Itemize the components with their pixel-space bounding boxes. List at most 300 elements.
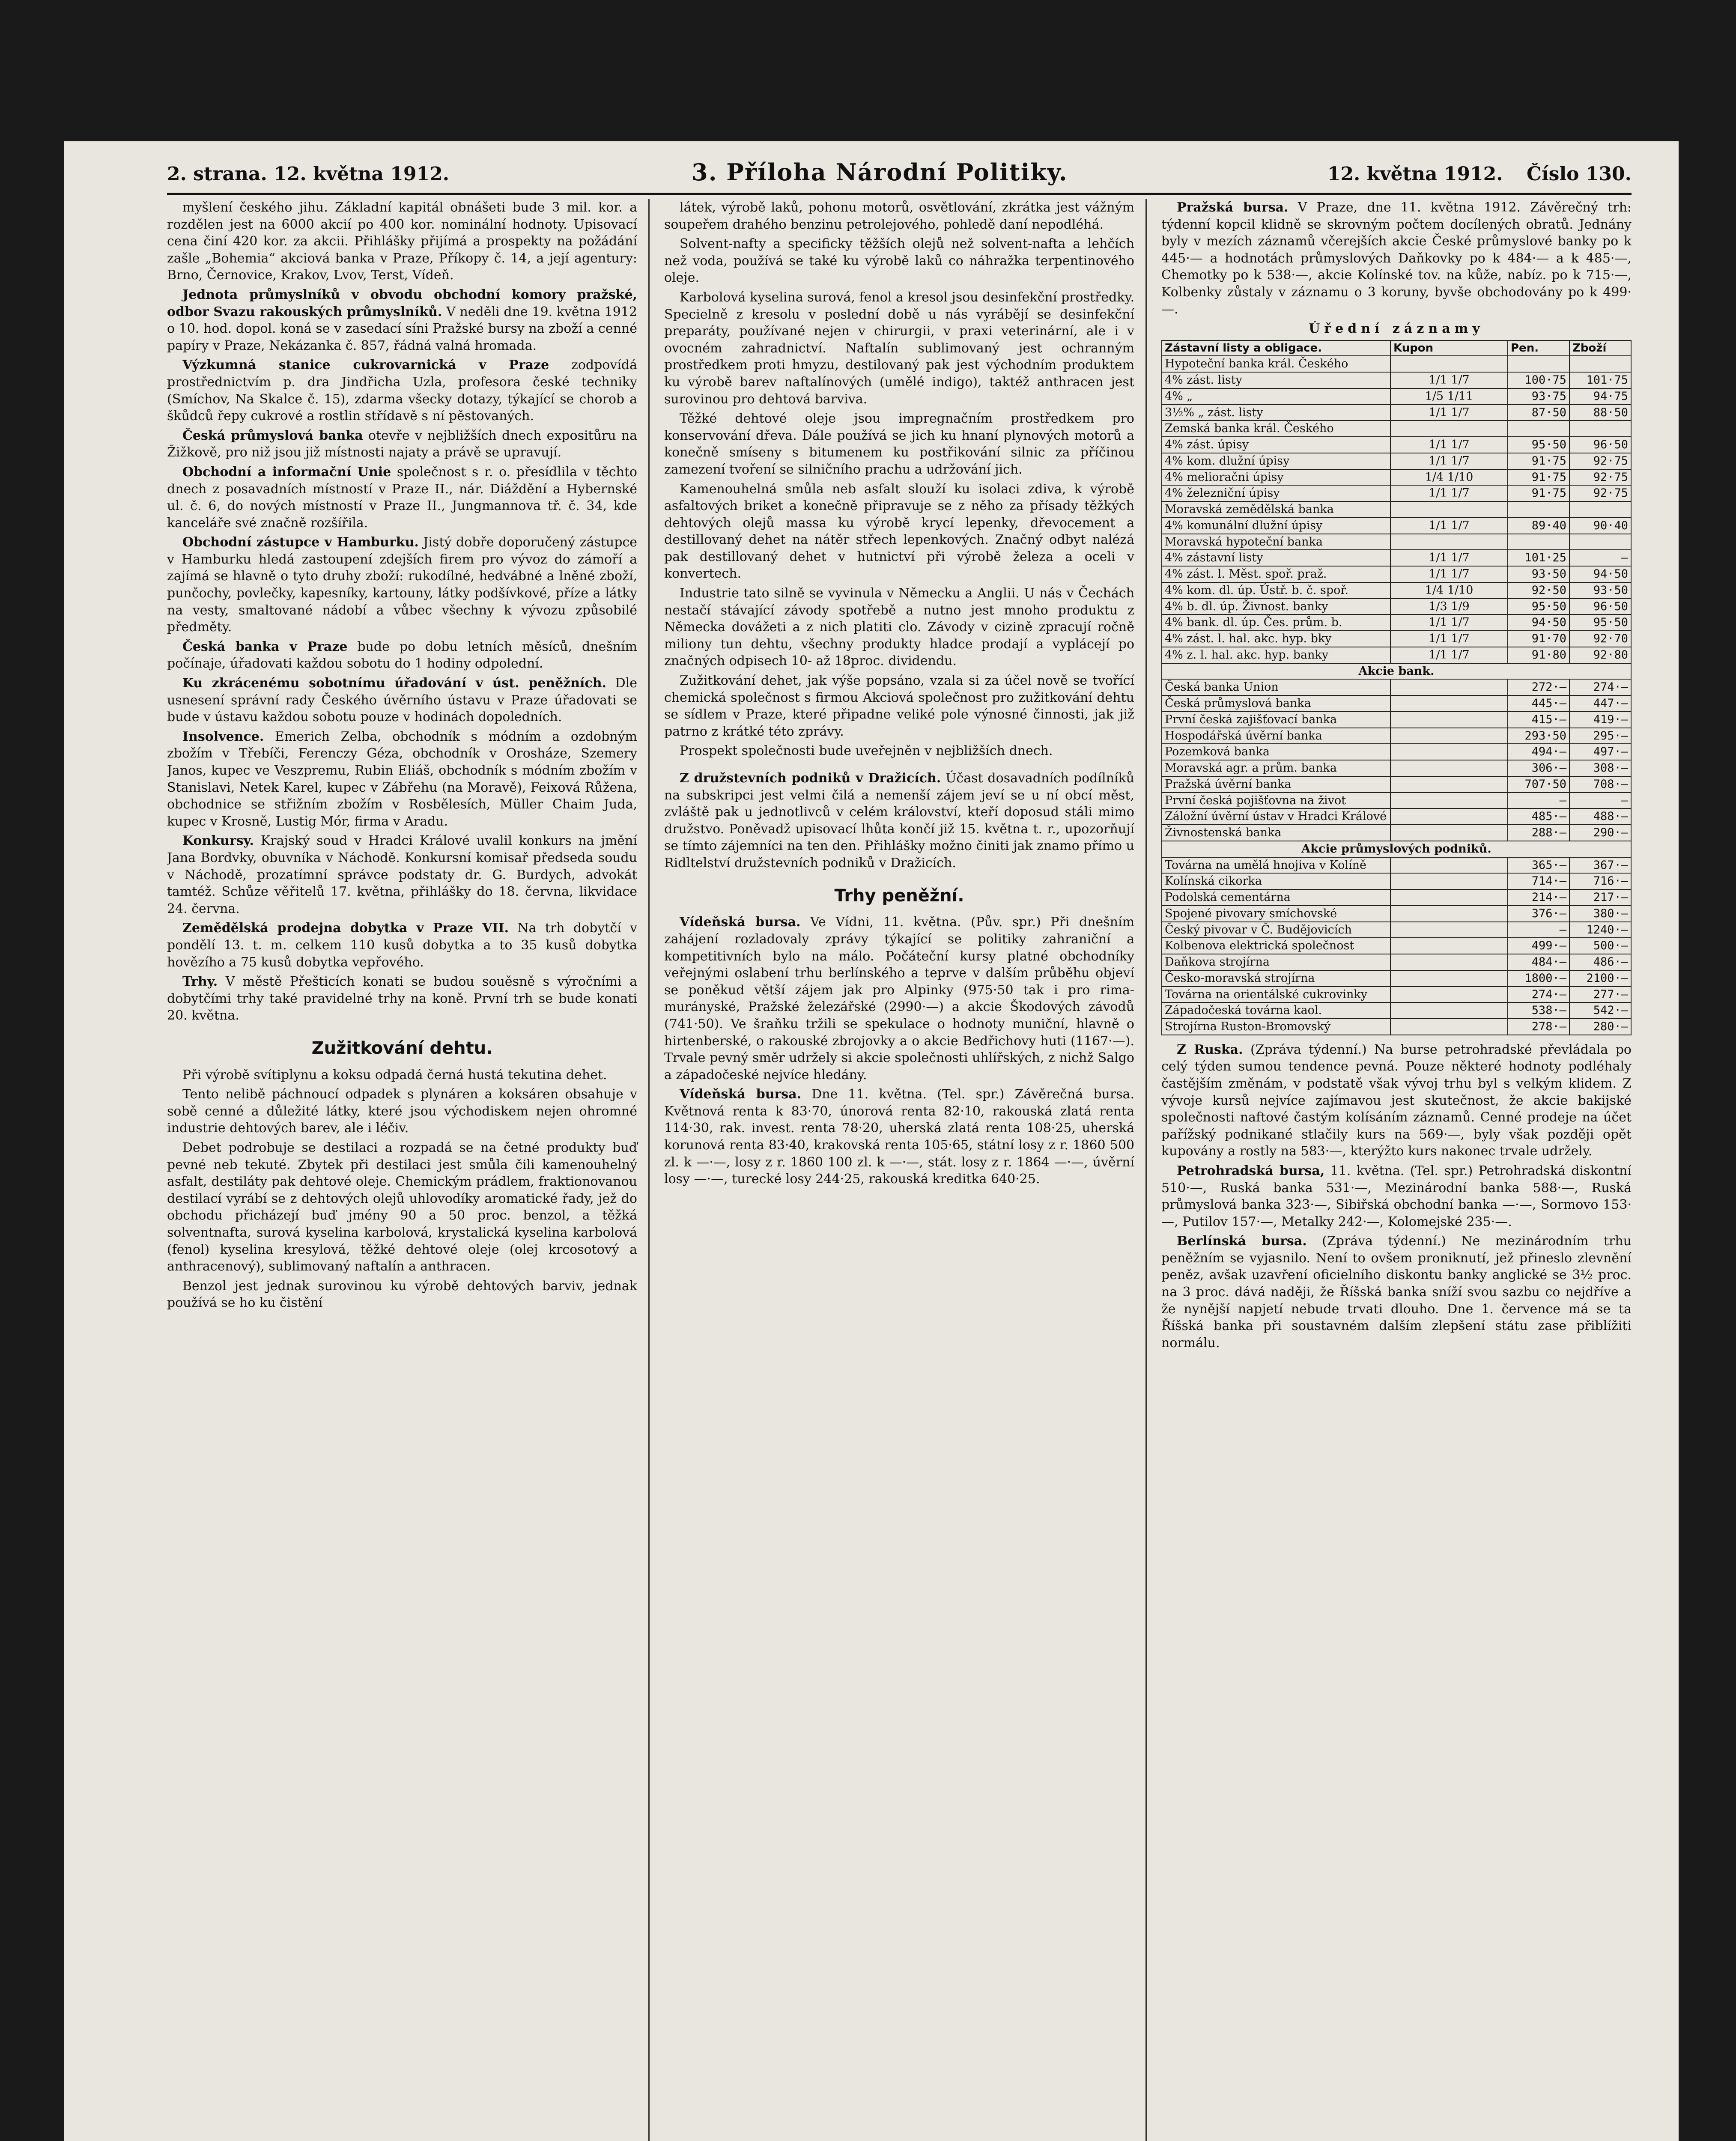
table-cell-name: Zemská banka král. Českého (1162, 420, 1390, 437)
table-cell-coupon (1390, 873, 1508, 889)
table-cell-pen: 278·— (1508, 1019, 1569, 1035)
table-cell-coupon: 1/1 1/7 (1390, 647, 1508, 663)
table-cell-coupon (1390, 728, 1508, 744)
news-item-heading: Jednota průmyslníků v obvodu obchodní komory pražské, odbor Svazu rakouských průmyslníků. (167, 287, 637, 319)
table-cell-zbozi: 447·— (1569, 695, 1631, 712)
table-cell-pen (1508, 501, 1569, 518)
table-cell-zbozi (1569, 420, 1631, 437)
table-cell-zbozi: 92·70 (1569, 631, 1631, 647)
table-cell-coupon (1390, 744, 1508, 760)
table-cell-pen: 288·— (1508, 825, 1569, 841)
news-item (664, 410, 1134, 478)
table-cell-pen: 93·75 (1508, 388, 1569, 405)
table-cell-coupon: 1/1 1/7 (1390, 372, 1508, 388)
table-cell-coupon (1390, 857, 1508, 874)
table-cell-zbozi: 1240·— (1569, 922, 1631, 938)
table-cell-zbozi: 96·50 (1569, 437, 1631, 453)
tar-article (167, 1067, 637, 1312)
news-item-text: Krajský soud v Hradci Králové uvalil konkurs na jmění Jana Bordvky, obuvníka v Náchodě. Konkursní komisař předseda soudu v Náchodě, prozatímní správce podstaty dr. G. Burdych, advokát tamtéž. Schůze věřitelů 17. května, přihlášky do 18. června, likvidace 24. června. (167, 833, 637, 916)
news-item-heading: Vídeňská bursa. (680, 915, 801, 930)
news-item (1161, 1041, 1632, 1160)
table-cell-coupon: 1/4 1/10 (1390, 582, 1508, 599)
column-1 (167, 199, 650, 2141)
table-cell-pen: 415·— (1508, 712, 1569, 728)
table-row (1162, 776, 1631, 793)
page-header (167, 158, 1632, 195)
news-item (167, 832, 637, 917)
table-row (1162, 582, 1631, 599)
table-cell-coupon (1390, 356, 1508, 372)
table-cell-coupon (1390, 793, 1508, 809)
news-item-text: Emerich Zelba, obchodník s módním a ozdobným zbožím v Třebíči, Ferenczy Géza, obchodník v Orosháze, Szemery Janos, kupec ve Veszpremu, Rubin Eliáš, obchodník s módním zbožím v Stanislavi, Netek Karel, kupec v Zábřehu (na Moravě), Feixová Růžena, obchodnice se střižním zbožím v Rosbělesích, Müller Chaim Juda, kupec v Krosně, Lustig Mór, firma v Aradu. (167, 729, 637, 829)
table-cell-zbozi: 308·— (1569, 760, 1631, 776)
table-cell-pen: 95·50 (1508, 599, 1569, 615)
table-cell-name: 4% kom. dl. úp. Ústř. b. č. spoř. (1162, 582, 1390, 599)
table-cell-name: Český pivovar v Č. Budějovicích (1162, 922, 1390, 938)
table-row (1162, 906, 1631, 922)
table-row (1162, 469, 1631, 486)
columns (167, 199, 1632, 2141)
table-cell-zbozi: 486·— (1569, 954, 1631, 970)
news-item-heading: Česká banka v Praze (182, 639, 348, 654)
news-item-heading: Obchodní a informační Unie (182, 464, 391, 480)
table-cell-zbozi: 90·40 (1569, 518, 1631, 534)
table-header-row (1162, 340, 1631, 356)
news-item (167, 464, 637, 531)
table-cell-pen: 306·— (1508, 760, 1569, 776)
table-cell-name: 4% zástavní listy (1162, 550, 1390, 566)
table-cell-coupon (1390, 889, 1508, 906)
table-section-heading: Akcie bank. (1162, 663, 1631, 680)
table-row (1162, 825, 1631, 841)
news-item (664, 1086, 1134, 1188)
column-2-paragraphs (664, 199, 1134, 760)
masthead: 3. Příloha Národní Politiky. (692, 158, 1068, 186)
table-cell-zbozi: 95·50 (1569, 614, 1631, 631)
prague-bourse-text: V Praze, dne 11. května 1912. Závěrečný trh: týdenní kopcil klidně se skrovným počtem docílených obratů. Jednány byly v mezích záznamů včerejších akcie České průmyslové banky po k 445·— a hodnotách průmyslových Daňkovky po k 484·— a k 485·—, Chemotky po k 538·—, akcie Kolínské tov. na kůže, nabíz. po k 715·—, Kolbenky zůstaly v záznamu o 3 koruny, byvše obchodovány po k 499·—. (1161, 200, 1632, 317)
news-item-text: Ve Vídni, 11. května. (Pův. spr.) Při dnešním zahájení rozladovaly zprávy týkající se politiky zahraniční a kompetitivních bylo na málo. Počáteční kursy platné obchodníky veřejnými oslabení trhu berlínského a teprve v dalším průběhu objeví se poněkud větší zájem jak pro Alpinky (975·50 tak i pro rima-murányské, Pražské železářské (2990·—) a akcie Škodových závodů (741·50). Ve šraňku tržili se spekulace o hodnoty muniční, hlavně o hirtenberské, o rakouské zbrojovky a o akcie Bedřichovy huti (1167·—). Trvale pevný směr udržely si akcie společnosti uhlířských, z nichž Salgo a západočeské nejvíce hledány. (664, 915, 1134, 1082)
table-cell-zbozi: 708·— (1569, 776, 1631, 793)
news-item (167, 427, 637, 461)
newspaper-page (64, 141, 1679, 2141)
news-item-text: Solvent-nafty a specificky těžších olejů než solvent-nafta a lehčích než voda, používá se také ku výrobě laků co náhražka terpentinového oleje. (664, 236, 1134, 286)
table-cell-coupon (1390, 776, 1508, 793)
column-1-items (167, 199, 637, 1024)
table-cell-zbozi: 92·75 (1569, 485, 1631, 501)
table-row (1162, 793, 1631, 809)
table-cell-pen: 274·— (1508, 987, 1569, 1003)
table-cell-name: První česká zajišťovací banka (1162, 712, 1390, 728)
news-item (664, 672, 1134, 740)
table-cell-pen: 91·70 (1508, 631, 1569, 647)
table-cell-name: 4% bank. dl. úp. Čes. prům. b. (1162, 614, 1390, 631)
table-cell-zbozi: 274·— (1569, 679, 1631, 695)
table-cell-name: 4% z. l. hal. akc. hyp. banky (1162, 647, 1390, 663)
table-cell-pen: 272·— (1508, 679, 1569, 695)
table-cell-name: Kolínská cikorka (1162, 873, 1390, 889)
news-item-heading: Česká průmyslová banka (182, 428, 363, 443)
news-item (664, 236, 1134, 286)
table-cell-name: Česko-moravská strojírna (1162, 970, 1390, 987)
table-cell-name: 4% b. dl. úp. Živnost. banky (1162, 599, 1390, 615)
table-cell-name: Česká banka Union (1162, 679, 1390, 695)
table-row (1162, 437, 1631, 453)
table-row (1162, 841, 1631, 857)
table-cell-name: Továrna na umělá hnojiva v Kolíně (1162, 857, 1390, 874)
table-cell-coupon (1390, 420, 1508, 437)
table-cell-name: Česká průmyslová banka (1162, 695, 1390, 712)
table-row (1162, 728, 1631, 744)
table-row (1162, 663, 1631, 680)
table-row (1162, 534, 1631, 550)
table-row (1162, 695, 1631, 712)
column-3 (1161, 199, 1632, 2141)
table-cell-name: Živnostenská banka (1162, 825, 1390, 841)
table-cell-pen: 91·75 (1508, 453, 1569, 469)
news-item (167, 728, 637, 830)
table-cell-pen (1508, 420, 1569, 437)
news-item (167, 973, 637, 1024)
news-item-text: Tento nelibě páchnoucí odpadek s plynáren a koksáren obsahuje v sobě cenné a důležité látky, které jsou východiskem nejen ohromné industrie dehtových barev, ale i léčiv. (167, 1087, 637, 1136)
table-cell-zbozi (1569, 356, 1631, 372)
table-cell-coupon: 1/1 1/7 (1390, 550, 1508, 566)
table-row (1162, 599, 1631, 615)
table-cell-coupon: 1/3 1/9 (1390, 599, 1508, 615)
table-cell-zbozi: 93·50 (1569, 582, 1631, 599)
table-cell-name: Hospodářská úvěrní banka (1162, 728, 1390, 744)
table-cell-coupon: 1/1 1/7 (1390, 631, 1508, 647)
news-item-text: Prospekt společnosti bude uveřejněn v nejbližších dnech. (680, 743, 1053, 759)
table-cell-zbozi: 92·80 (1569, 647, 1631, 663)
table-header-cell: Zboží (1569, 340, 1631, 356)
table-row (1162, 388, 1631, 405)
page-number-date: 2. strana. 12. května 1912. (167, 163, 450, 185)
news-item (167, 534, 637, 636)
news-item-text: Jistý dobře doporučený zástupce v Hamburku hledá zastoupení zdejších firem pro vývoz do zámoří a zajímá se hlavně o tyto druhy zboží: rukodílné, hedvábné a lněné zboží, punčochy, povlečky, kapesníky, kartouny, látky podšívkové, příze a látky na vesty, smaltované nádobí a vůbec všechny k vývozu způsobilé předměty. (167, 535, 638, 635)
table-cell-coupon (1390, 825, 1508, 841)
table-cell-coupon (1390, 954, 1508, 970)
table-row (1162, 485, 1631, 501)
news-item-text: otevře v nejbližších dnech expositůru na Žižkově, pro niž jsou již místnosti najaty a právě se upravují. (167, 428, 638, 460)
table-cell-name: Spojené pivovary smíchovské (1162, 906, 1390, 922)
table-cell-zbozi: 716·— (1569, 873, 1631, 889)
news-item (664, 481, 1134, 583)
news-item (167, 1067, 637, 1084)
table-cell-name: 4% železniční úpisy (1162, 485, 1390, 501)
prague-bourse-heading: Pražská bursa. (1177, 200, 1289, 215)
table-cell-coupon (1390, 1002, 1508, 1019)
table-row (1162, 808, 1631, 825)
section-title-tar: Zužitkování dehtu. (311, 1038, 493, 1058)
table-cell-name: Moravská hypoteční banka (1162, 534, 1390, 550)
table-cell-coupon: 1/1 1/7 (1390, 566, 1508, 582)
table-cell-pen: 1800·— (1508, 970, 1569, 987)
news-item-heading: Obchodní zástupce v Hamburku. (182, 535, 419, 550)
header-date: 12. května 1912. (1327, 163, 1503, 185)
table-cell-coupon (1390, 938, 1508, 954)
table-cell-name: Moravská agr. a prům. banka (1162, 760, 1390, 776)
table-cell-coupon: 1/1 1/7 (1390, 437, 1508, 453)
news-item (167, 1278, 637, 1312)
news-item-text: Účast dosavadních podílníků na subskripci jest velmi čilá a nemenší zájem jeví se u ní obcí měst, zvláště pak u jednotlivců v celém království, kteří doposud stáli mimo družstvo. Poněvadž upisovací lhůta končí již 15. května t. r., upozorňují se tímto zájemníci na ten den. Přihlášky možno činiti jak znamo přímo u Ridltelství družstevních podniků v Dražicích. (664, 771, 1134, 871)
news-item-text: V neděli dne 19. května 1912 o 10. hod. dopol. koná se v zasedací síni Pražské bursy na zboží a cenné papíry v Praze, Nekázanka č. 857, řádná valná hromada. (167, 304, 637, 353)
table-cell-coupon (1390, 534, 1508, 550)
table-cell-coupon (1390, 679, 1508, 695)
table-cell-coupon (1390, 695, 1508, 712)
table-cell-zbozi: 94·75 (1569, 388, 1631, 405)
table-cell-name: Pražská úvěrní banka (1162, 776, 1390, 793)
table-row (1162, 647, 1631, 663)
table-cell-zbozi: 96·50 (1569, 599, 1631, 615)
table-cell-pen: 92·50 (1508, 582, 1569, 599)
table-cell-zbozi: 88·50 (1569, 405, 1631, 421)
table-row (1162, 712, 1631, 728)
table-row (1162, 566, 1631, 582)
news-item-text: Debet podrobuje se destilaci a rozpadá se na četné produkty buď pevné neb tekuté. Zbytek při destilaci jest smůla čili kamenouhelný asfalt, destiláty pak dehtové oleje. Chemickým prádlem, fraktionovanou destilací vyrábí se z dehtových olejů uhlovodíky aromatické řady, jež do obchodu přicházejí buď jmény 90 a 50 proc. benzol, a těžká solventnafta, surová kyselina karbolová, krystalická kyselina karbolová (fenol) kyselina kresylová, těžké dehtové oleje (olej krcosotový a anthracenový), sublimovaný naftalín a anthracen. (167, 1140, 637, 1274)
table-row (1162, 518, 1631, 534)
table-cell-pen: 91·75 (1508, 485, 1569, 501)
table-cell-coupon: 1/1 1/7 (1390, 614, 1508, 631)
news-item (167, 920, 637, 971)
table-row (1162, 631, 1631, 647)
table-row (1162, 356, 1631, 372)
table-cell-name: 4% kom. dlužní úpisy (1162, 453, 1390, 469)
table-cell-name: 4% komunální dlužní úpisy (1162, 518, 1390, 534)
table-cell-pen: — (1508, 922, 1569, 938)
table-cell-coupon: 1/4 1/10 (1390, 469, 1508, 486)
table-cell-pen (1508, 534, 1569, 550)
news-item-text: (Zpráva týdenní.) Ne mezinárodním trhu peněžním se vyjasnilo. Není to ovšem proniknutí, jež přineslo zlevnění peněz, avšak uzavření oficielního diskontu banky anglické se 3½ proc. na 3 proc. dává naději, že Říšská banka sníží svou sazbu co nejdříve a že nynější napjetí nebude trvati dlouho. Dne 1. července má se ta Říšská banka při soustavném dalším zlepšení státu zase přiblížiti normálu. (1161, 1234, 1632, 1351)
table-row (1162, 922, 1631, 938)
news-item-heading: Berlínská bursa. (1177, 1234, 1307, 1249)
quotes-table (1161, 340, 1632, 1035)
news-item-text: Dle usnesení správní rady Českého úvěrního ústavu v Praze úřadovati se bude v ústavu každou sobotu pouze v hodinách dopoledních. (167, 676, 637, 725)
news-item (1161, 1233, 1632, 1351)
table-cell-coupon: 1/1 1/7 (1390, 453, 1508, 469)
table-cell-name: První česká pojišťovna na život (1162, 793, 1390, 809)
table-cell-pen: 538·— (1508, 1002, 1569, 1019)
news-item-text: 11. května. (Tel. spr.) Petrohradská diskontní 510·—, Ruská banka 531·—, Mezinárodní banka 588·—, Ruská průmyslová banka 323·—, Sibiřská obchodní banka —·—, Sormovo 153·—, Putilov 157·—, Metalky 242·—, Kolomejské 235·—. (1161, 1163, 1632, 1229)
news-item-text: bude po dobu letních měsíců, dnešním počínaje, úřadovati každou sobotu do 1 hodiny odpolední. (167, 639, 637, 671)
table-cell-pen: 94·50 (1508, 614, 1569, 631)
table-cell-name: Záložní úvěrní ústav v Hradci Králové (1162, 808, 1390, 825)
issue-number: Číslo 130. (1526, 163, 1632, 185)
table-cell-name: 4% zást. úpisy (1162, 437, 1390, 453)
table-row (1162, 453, 1631, 469)
table-header-cell: Zástavní listy a obligace. (1162, 340, 1390, 356)
table-header-cell: Kupon (1390, 340, 1508, 356)
news-item (167, 1139, 637, 1275)
news-item (664, 289, 1134, 408)
table-row (1162, 938, 1631, 954)
table-cell-name: 4% zást. l. hal. akc. hyp. bky (1162, 631, 1390, 647)
table-row (1162, 420, 1631, 437)
table-cell-pen: 91·75 (1508, 469, 1569, 486)
table-cell-pen: 89·40 (1508, 518, 1569, 534)
news-item-text: Těžké dehtové oleje jsou impregnačním prostředkem pro konservování dřeva. Dále používá se jich ku hnaní plynových motorů a konečně smíseny s bitumenem ku postřikování silnic za příčinou zamezení tvoření se silničního prachu a udržování jich. (664, 411, 1134, 477)
table-cell-pen: 484·— (1508, 954, 1569, 970)
table-cell-pen: 494·— (1508, 744, 1569, 760)
table-section-heading: Akcie průmyslových podniků. (1162, 841, 1631, 857)
table-cell-coupon (1390, 970, 1508, 987)
table-row (1162, 987, 1631, 1003)
news-item-heading: Trhy. (182, 974, 218, 990)
news-item-text: Benzol jest jednak surovinou ku výrobě dehtových barviv, jednak používá se ho ku čistění (167, 1278, 637, 1311)
table-cell-name: Pozemková banka (1162, 744, 1390, 760)
table-cell-zbozi: 500·— (1569, 938, 1631, 954)
table-cell-pen: 714·— (1508, 873, 1569, 889)
table-cell-pen: 87·50 (1508, 405, 1569, 421)
table-cell-name: Strojírna Ruston-Bromovský (1162, 1019, 1390, 1035)
table-cell-zbozi: 94·50 (1569, 566, 1631, 582)
table-cell-name: 4% zást. listy (1162, 372, 1390, 388)
table-cell-zbozi: 92·75 (1569, 453, 1631, 469)
table-cell-pen: 100·75 (1508, 372, 1569, 388)
table-cell-coupon (1390, 808, 1508, 825)
news-item-text: Kamenouhelná smůla neb asfalt slouží ku isolaci zdiva, k výrobě asfaltových briket a konečně připravuje se z něho za přísady těžkých dehtových olejů massa ku výrobě krycí lepenky, dřevocement a destillovaný dehet na nátěr střech lepenkových. Značný odbyt nalézá pak destillovaný dehet v hutnictví při výrobě železa a oceli v konvertech. (664, 481, 1134, 581)
table-cell-zbozi: 419·— (1569, 712, 1631, 728)
news-item-text: látek, výrobě laků, pohonu motorů, osvětlování, zkrátka jest vážným soupeřem drahého benzinu petrolejového, pohledě daní nepodléhá. (664, 200, 1134, 232)
news-item (664, 770, 1134, 872)
table-row (1162, 744, 1631, 760)
table-cell-name: Západočeská továrna kaol. (1162, 1002, 1390, 1019)
table-cell-name: 4% melioračni úpisy (1162, 469, 1390, 486)
table-cell-zbozi: — (1569, 793, 1631, 809)
table-cell-coupon: 1/1 1/7 (1390, 405, 1508, 421)
news-item-text: zodpovídá prostřednictvím p. dra Jindřicha Uzla, profesora české techniky (Smíchov, Na Skalce č. 15), zdarma všecky dotazy, týkající se chorob a škůdců řepy cukrové a rostlin střídavě s ní pěstovaných. (167, 358, 637, 424)
news-item (167, 286, 637, 354)
table-cell-name: 4% „ (1162, 388, 1390, 405)
table-cell-pen: 499·— (1508, 938, 1569, 954)
table-cell-name: Továrna na orientálské cukrovinky (1162, 987, 1390, 1003)
news-item (167, 638, 637, 672)
table-cell-zbozi: 217·— (1569, 889, 1631, 906)
table-cell-pen: — (1508, 793, 1569, 809)
news-item (664, 914, 1134, 1083)
news-item-heading: Vídeňská bursa. (680, 1087, 802, 1102)
table-row (1162, 1002, 1631, 1019)
table-header-cell: Pen. (1508, 340, 1569, 356)
news-item-text: Industrie tato silně se vyvinula v Německu a Anglii. U nás v Čechách nestačí stávající závody spotřebě a nutno jest mnoho produktu z Německa dovážeti a z nich platiti clo. Závody v cizině zpracují ročně miliony tun dehtu, všechny produkty hladce prodají a vyplácejí po značných odpisech 10- až 18proc. dividendu. (664, 586, 1134, 669)
table-cell-name: Podolská cementárna (1162, 889, 1390, 906)
table-cell-name: Moravská zemědělská banka (1162, 501, 1390, 518)
table-cell-pen: 101·25 (1508, 550, 1569, 566)
news-item-text: Na trh dobytčí v pondělí 13. t. m. celkem 110 kusů dobytka a to 35 kusů dobytka hovězího a 75 kusů dobytka vepřového. (167, 921, 637, 970)
table-cell-name: 3½% „ zást. listy (1162, 405, 1390, 421)
news-item-text: myšlení českého jihu. Základní kapitál obnášeti bude 3 mil. kor. a rozdělen jest na 6000 akcií po 400 kor. nominální hodnoty. Upisovací cena činí 420 kor. za akcii. Přihlášky přijímá a prospekty na požádání zašle „Bohemia“ akciová banka v Praze, Příkopy č. 14, a její agentury: Brno, Černovice, Krakov, Lvov, Terst, Vídeň. (167, 200, 637, 283)
news-item (664, 585, 1134, 670)
table-row (1162, 760, 1631, 776)
table-row (1162, 679, 1631, 695)
news-item (1161, 1163, 1632, 1230)
news-item-heading: Insolvence. (182, 729, 264, 744)
table-cell-pen: 707·50 (1508, 776, 1569, 793)
table-cell-coupon: 1/5 1/11 (1390, 388, 1508, 405)
column-2 (664, 199, 1147, 2141)
table-cell-coupon: 1/1 1/7 (1390, 518, 1508, 534)
news-item-text: společnost s r. o. přesídlila v těchto dnech z posavadních místností v Praze II., nár. Diáždění a Hybernské ul. č. 6, do nových místností v Praze II., Jungmannova tř. č. 34, kde kanceláře své značně rozšířila. (167, 464, 637, 531)
news-item-heading: Zemědělská prodejna dobytka v Praze VII. (182, 921, 509, 936)
table-row (1162, 405, 1631, 421)
table-cell-name: Daňkova strojírna (1162, 954, 1390, 970)
table-cell-zbozi: 542·— (1569, 1002, 1631, 1019)
table-cell-pen (1508, 356, 1569, 372)
table-cell-pen: 91·80 (1508, 647, 1569, 663)
table-cell-coupon (1390, 987, 1508, 1003)
table-cell-pen: 95·50 (1508, 437, 1569, 453)
table-cell-zbozi: 2100·— (1569, 970, 1631, 987)
table-cell-pen: 93·50 (1508, 566, 1569, 582)
table-cell-zbozi: 92·75 (1569, 469, 1631, 486)
table-row (1162, 501, 1631, 518)
table-row (1162, 857, 1631, 874)
table-cell-zbozi: 101·75 (1569, 372, 1631, 388)
table-cell-zbozi: — (1569, 550, 1631, 566)
table-cell-zbozi (1569, 534, 1631, 550)
news-item (167, 1086, 637, 1137)
table-cell-coupon (1390, 501, 1508, 518)
table-cell-pen: 365·— (1508, 857, 1569, 874)
table-cell-pen: 293·50 (1508, 728, 1569, 744)
table-cell-name: Kolbenova elektrická společnost (1162, 938, 1390, 954)
table-row (1162, 1019, 1631, 1035)
table-cell-coupon (1390, 712, 1508, 728)
table-cell-zbozi: 290·— (1569, 825, 1631, 841)
table-cell-name: Hypoteční banka král. Českého (1162, 356, 1390, 372)
news-item-heading: Z Ruska. (1177, 1042, 1243, 1057)
table-row (1162, 550, 1631, 566)
news-item-heading: Ku zkrácenému sobotnímu úřadování v úst. peněžních. (182, 676, 606, 691)
table-cell-name: 4% zást. l. Měst. spoř. praž. (1162, 566, 1390, 582)
header-right (1310, 163, 1632, 185)
table-cell-zbozi: 295·— (1569, 728, 1631, 744)
table-cell-coupon: 1/1 1/7 (1390, 485, 1508, 501)
money-markets-article (664, 914, 1134, 1188)
table-cell-zbozi: 367·— (1569, 857, 1631, 874)
news-item-text: V městě Přešticích konati se budou souěsně s výročními a dobytčími trhy také pravidelné trhy na koně. První trh se bude konati 20. května. (167, 974, 637, 1023)
table-caption: Úřední záznamy (1309, 321, 1484, 337)
table-cell-zbozi (1569, 501, 1631, 518)
table-row (1162, 873, 1631, 889)
column-3-bottom (1161, 1041, 1632, 1352)
news-item (167, 199, 637, 284)
table-cell-pen: 214·— (1508, 889, 1569, 906)
section-title-money-markets: Trhy peněžní. (834, 886, 964, 906)
table-cell-zbozi: 497·— (1569, 744, 1631, 760)
table-cell-pen: 445·— (1508, 695, 1569, 712)
news-item (167, 357, 637, 424)
news-item-heading: Konkursy. (182, 833, 254, 849)
table-row (1162, 889, 1631, 906)
table-cell-pen: 485·— (1508, 808, 1569, 825)
news-item (167, 675, 637, 726)
table-cell-coupon (1390, 906, 1508, 922)
table-row (1162, 954, 1631, 970)
news-item-heading: Z družstevních podniků v Dražicích. (680, 771, 941, 786)
news-item (664, 742, 1134, 760)
table-cell-pen: 376·— (1508, 906, 1569, 922)
prague-bourse-item (1161, 199, 1632, 318)
table-cell-coupon (1390, 1019, 1508, 1035)
table-row (1162, 614, 1631, 631)
table-cell-zbozi: 488·— (1569, 808, 1631, 825)
table-cell-coupon (1390, 922, 1508, 938)
news-item-heading: Petrohradská bursa, (1177, 1163, 1325, 1178)
news-item-text: Karbolová kyselina surová, fenol a kresol jsou desinfekční prostředky. Specielně z kresolu v poslední době u nás vyrábějí se desinfekční preparáty, používané nejen v chirurgii, v praxi veterinární, ale i v ovocném zahradnictví. Naftalín sublimovaný jest ochranným prostředkem proti hmyzu, destilovaný pak jest východním produktem ku výrobě barev naftalínových (umělé indigo), taktéž anthracen jest surovinou pro dehtová barviva. (664, 289, 1134, 407)
news-item-text: Při výrobě svítiplynu a koksu odpadá černá hustá tekutina dehet. (182, 1067, 607, 1082)
table-cell-coupon (1390, 760, 1508, 776)
table-cell-zbozi: 277·— (1569, 987, 1631, 1003)
